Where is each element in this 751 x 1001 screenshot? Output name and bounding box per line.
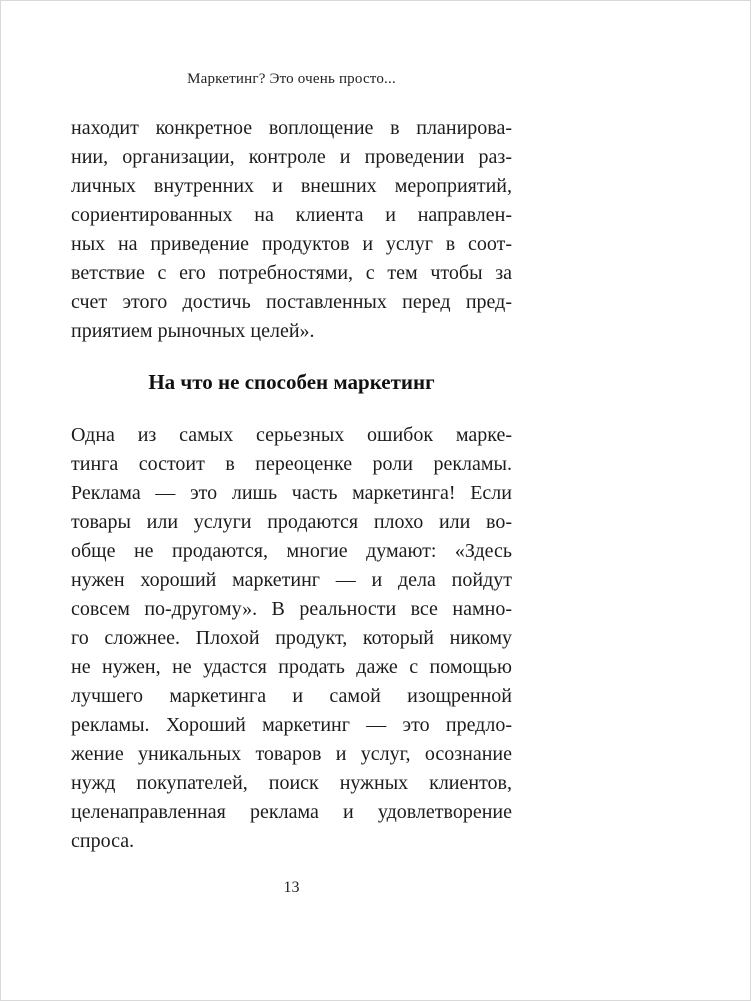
text-line: счет этого достичь поставленных перед пред- xyxy=(71,291,512,313)
paragraph-definition-continuation xyxy=(71,114,512,346)
running-header: Маркетинг? Это очень просто... xyxy=(187,71,396,87)
section-heading: На что не способен маркетинг xyxy=(148,370,435,394)
text-line: Одна из самых серьезных ошибок марке- xyxy=(71,424,512,446)
text-line: тинга состоит в переоценке роли рекламы. xyxy=(71,453,512,475)
text-line: целенаправленная реклама и удовлетворение xyxy=(71,801,512,823)
text-line: нужд покупателей, поиск нужных клиентов, xyxy=(71,772,512,794)
page-number: 13 xyxy=(283,879,300,896)
text-line: лучшего маркетинга и самой изощренной xyxy=(71,685,512,707)
text-line: сориентированных на клиента и направлен- xyxy=(71,204,512,226)
text-line: ных на приведение продуктов и услуг в соот- xyxy=(71,233,512,255)
text-line: го сложнее. Плохой продукт, который никому xyxy=(71,627,512,649)
text-line: приятием рыночных целей». xyxy=(71,320,315,342)
text-line: спроса. xyxy=(71,830,135,852)
text-line: нужен хороший маркетинг — и дела пойдут xyxy=(71,569,512,591)
text-line: не нужен, не удастся продать даже с помощью xyxy=(71,656,512,678)
paragraph-marketing-limits xyxy=(71,421,512,856)
text-line: рекламы. Хороший маркетинг — это предло- xyxy=(71,714,512,736)
text-line: обще не продаются, многие думают: «Здесь xyxy=(71,540,512,562)
text-line: ветствие с его потребностями, с тем чтобы за xyxy=(71,262,512,284)
text-line: нии, организации, контроле и проведении раз- xyxy=(71,146,512,168)
text-line: совсем по-другому». В реальности все намно- xyxy=(71,598,512,620)
text-line: жение уникальных товаров и услуг, осознание xyxy=(71,743,512,765)
text-line: товары или услуги продаются плохо или во- xyxy=(71,511,512,533)
text-line: личных внутренних и внешних мероприятий, xyxy=(71,175,512,197)
text-line: находит конкретное воплощение в планирова- xyxy=(71,117,512,139)
text-line: Реклама — это лишь часть маркетинга! Если xyxy=(71,482,512,504)
text-column xyxy=(71,114,512,856)
